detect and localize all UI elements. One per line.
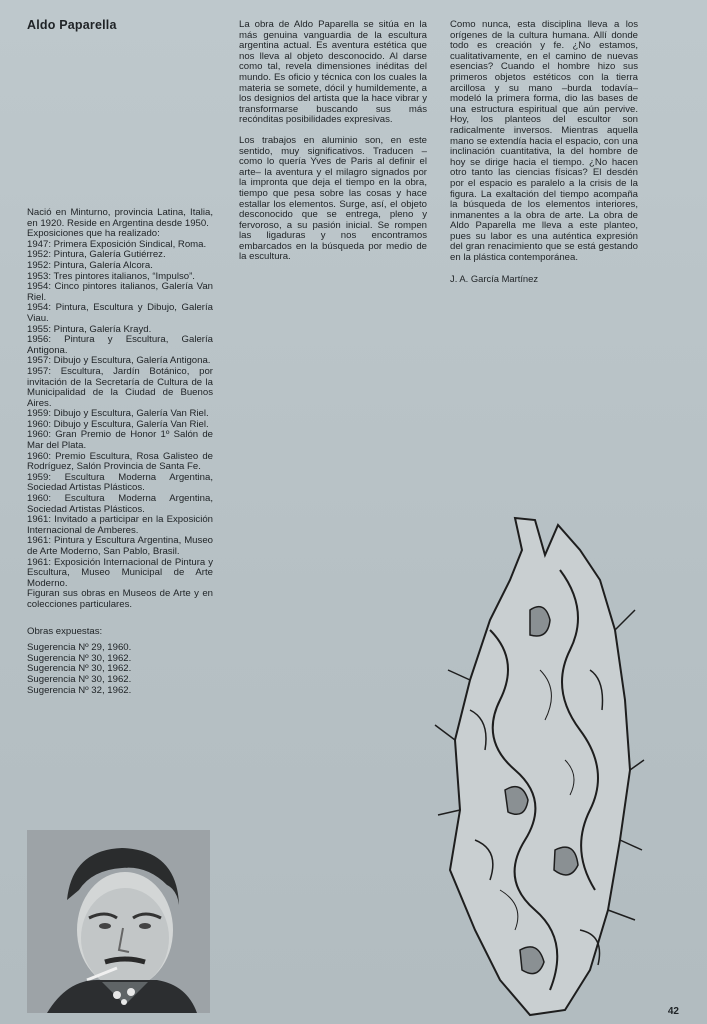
sculpture-drawing [430, 510, 645, 1022]
bio-line: 1960: Premio Escultura, Rosa Galisteo de Rodríguez, Salón Provincia de Santa Fe. [27, 450, 213, 473]
bio-line: 1952: Pintura, Galería Gutiérrez. [27, 249, 166, 261]
bio-line: 1954: Cinco pintores italianos, Galería Van Riel. [27, 281, 213, 303]
bio-line: Exposiciones que ha realizado: [27, 228, 160, 240]
works-list [27, 643, 213, 696]
bio-line: 1961: Invitado a participar en la Exposición Internacional de Amberes. [27, 514, 213, 536]
bio-line: 1947: Primera Exposición Sindical, Roma. [27, 238, 207, 250]
essay-paragraph: Como nunca, esta disciplina lleva a los orígenes de la cultura humana. Allí donde todo es creación y fe. ¿No estamos, cualitativamente, en el camino de nuevas esencias? Cuando el hombre hizo sus primeros objetos estéticos con la tierra arcillosa y su mano –burda todavía– modeló la primera forma, dio las bases de una estructura espiritual que aún pervive. Hoy, los planteos del escultor son radicalmente inversos. Mientras aquella mano se extendía hacia el espacio, con una inclinación cuantitativa, la del hombre de hoy se dirige hacia el tiempo. ¿No hacen otro tanto las ciencias físicas? El desdén por el espacio es paralelo a la crisis de la figura. La exaltación del tiempo acompaña la búsqueda de los elementos interiores, inmanentes a la obra de arte. La obra de Aldo Paparella me lleva a este planteo, pues su labor es una auténtica expresión del gran renacimiento que se está gestando en la plástica contemporánea. [450, 19, 638, 264]
page-title: Aldo Paparella [27, 18, 117, 32]
bio-line: 1960: Gran Premio de Honor 1º Salón de Mar del Plata. [27, 429, 213, 452]
work-item: Sugerencia Nº 30, 1962. [27, 663, 132, 675]
works-heading: Obras expuestas: [27, 625, 103, 637]
bio-line: 1960: Escultura Moderna Argentina, Sociedad Artistas Plásticos. [27, 493, 213, 515]
biography-list [27, 208, 213, 611]
biography-column [27, 208, 213, 696]
author-signature: J. A. García Martínez [450, 272, 539, 284]
work-item: Sugerencia Nº 32, 1962. [27, 684, 132, 696]
work-item: Sugerencia Nº 29, 1960. [27, 642, 132, 654]
artist-portrait-photo [27, 830, 210, 1013]
bio-line: 1953: Tres pintores italianos, “Impulso”. [27, 270, 195, 282]
bio-line: Figuran sus obras en Museos de Arte y en colecciones particulares. [27, 588, 213, 610]
bio-line: 1957: Escultura, Jardín Botánico, por invitación de la Secretaría de Cultura de la Municipalidad de la Ciudad de Buenos Aires. [27, 365, 213, 409]
essay-paragraph: La obra de Aldo Paparella se sitúa en la más genuina vanguardia de la escultura argentina actual. Es aventura estética que nos lleva al objeto desconocido. Al darse como tal, revela dimensiones inéditas del mundo. Es oficio y técnica con los cuales la materia se somete, dócil y humildemente, a los designios del artista que la hace vibrar y transformarse buscando sus más recónditas posibilidades expresivas. [239, 19, 427, 126]
bio-line: 1952: Pintura, Galería Alcora. [27, 259, 153, 271]
bio-line: 1961: Pintura y Escultura Argentina, Museo de Arte Moderno, San Pablo, Brasil. [27, 535, 213, 557]
bio-line: 1955: Pintura, Galería Krayd. [27, 323, 152, 335]
bio-line: Nació en Minturno, provincia Latina, Italia, en 1920. Reside en Argentina desde 1950. [27, 207, 213, 229]
work-item: Sugerencia Nº 30, 1962. [27, 673, 132, 685]
essay-paragraph: Los trabajos en aluminio son, en este sentido, muy significativos. Traducen –como lo quería Yves de Paris al definir el arte– la aventura y el milagro signados por la impronta que deja el tiempo en la obra, tiempo que pesa sobre las cosas y hace estallar los elementos. Surge, así, el objeto desconocido que se entrega, pleno y fervoroso, a su pasión inicial. Se rompen las ligaduras y nos encontramos embarcados en la búsqueda por medio de la escultura. [239, 134, 427, 263]
bio-line: 1957: Dibujo y Escultura, Galería Antigona. [27, 355, 211, 367]
bio-line: 1961: Exposición Internacional de Pintura y Escultura, Museo Municipal de Arte Moderno. [27, 556, 213, 589]
bio-line: 1959: Dibujo y Escultura, Galería Van Riel. [27, 408, 209, 420]
essay-column-2 [450, 20, 638, 284]
bio-line: 1960: Dibujo y Escultura, Galería Van Riel. [27, 418, 209, 430]
bio-line: 1954: Pintura, Escultura y Dibujo, Galería Viau. [27, 302, 213, 324]
bio-line: 1956: Pintura y Escultura, Galería Antigona. [27, 334, 213, 356]
essay-column-1 [239, 20, 427, 273]
bio-line: 1959: Escultura Moderna Argentina, Sociedad Artistas Plásticos. [27, 471, 213, 494]
page-number: 42 [667, 1006, 679, 1017]
work-item: Sugerencia Nº 30, 1962. [27, 652, 132, 664]
